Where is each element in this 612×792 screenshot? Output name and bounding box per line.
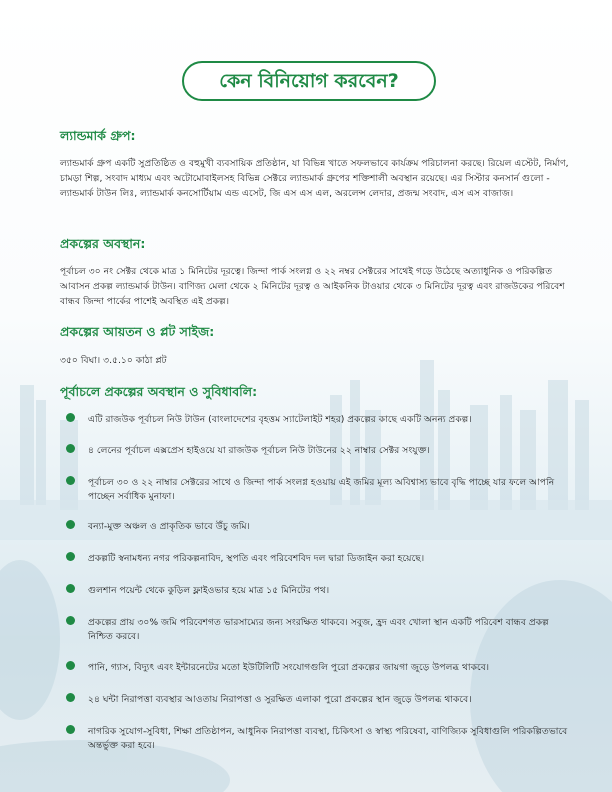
bullet-icon (66, 725, 75, 734)
bullet-icon (66, 476, 75, 485)
list-item (52, 520, 572, 534)
feature-text: ৪ লেনের পূর্বাচল এক্সপ্রেস হাইওয়ে যা রাজউক পূর্বাচল নিউ টাউনের ২২ নাম্বার সেক্টর সংযুক্ত। (88, 445, 430, 456)
feature-list (52, 413, 572, 753)
feature-text: প্রকল্পের প্রায় ৩০% জমি পরিবেশগত ভারসাম্যের জন্য সংরক্ষিত থাকবে। সবুজ, হ্রদ এবং খোলা স্থান একটি পরিবেশ বান্ধব প্রকল্প নিশ্চিত করবে। (88, 617, 549, 642)
list-item (52, 616, 572, 644)
feature-text: বন্যা-মুক্ত অঞ্চল ও প্রাকৃতিক ভাবে উঁচু জমি। (88, 521, 250, 532)
list-item (52, 725, 572, 753)
bullet-icon (66, 444, 75, 453)
bullet-icon (66, 693, 75, 702)
list-item (52, 584, 572, 598)
feature-text: পানি, গ্যাস, বিদ্যুৎ এবং ইন্টারনেটের মতো ইউটিলিটি সংযোগগুলি পুরো প্রকল্পের জায়গা জুড়ে উপলব্ধ থাকবে। (88, 662, 490, 673)
feature-text: নাগরিক সুযোগ-সুবিধা, শিক্ষা প্রতিষ্ঠাপন, আধুনিক নিরাপত্তা ব্যবস্থা, চিকিৎসা ও স্বাস্থ্য পরিষেবা, বাণিজ্যিক সুবিধাগুলি পরিকল্পিতভাবে অন্তর্ভুক্ত করা হবে। (88, 726, 568, 751)
bullet-icon (66, 661, 75, 670)
feature-text: গুলশান পয়েন্ট থেকে কুড়িল ফ্লাইওভার হয়ে মাত্র ১৫ মিনিটের পথ। (88, 585, 330, 596)
bullet-icon (66, 616, 75, 625)
section-body-group: ল্যান্ডমার্ক গ্রুপ একটি সুপ্রতিষ্ঠিত ও বহুমুখী ব্যবসায়িক প্রতিষ্ঠান, যা বিভিন্ন খাতে সফলভাবে কার্যক্রম পরিচালনা করছে। রিয়েল এস্টেট, নির্মাণ, চামড়া শিল্প, সংবাদ মাধ্যম এবং অটোমোবাইলসহ বিভিন্ন সেক্টরে ল্যান্ডমার্ক গ্রুপের শক্তিশালী অবস্থান রয়েছে। এর সিস্টার কনসার্ন গুলো - ল্যান্ডমার্ক টাউন লিঃ, ল্যান্ডমার্ক কনসোর্টিয়াম এন্ড এসেট, জি এস এস এল, অরলেন্স লেদার, প্রজন্ম সংবাদ, এস এস বাজাজ। (60, 158, 569, 199)
list-item (52, 413, 572, 427)
feature-text: প্রকল্পটি স্বনামধন্য নগর পরিকল্পনাবিদ, স্থপতি এবং পরিবেশবিদ দল দ্বারা ডিজাইন করা হয়েছে। (88, 553, 425, 564)
section-body-location: পূর্বাচল ৩০ নং সেক্টর থেকে মাত্র ১ মিনিটের দূরত্বে। জিন্দা পার্ক সংলগ্ন ও ২২ নম্বর সেক্টরের সাথেই গড়ে উঠেছে অত্যাধুনিক ও পরিকল্পিত আবাসন প্রকল্প ল্যান্ডমার্ক টাউন। বাণিজ্য মেলা থেকে ২ মিনিটের দূরত্ব ও আইকনিক টাওয়ার থেকে ৩ মিনিটের দূরত্ব এবং রাজউকের পরিবেশ বান্ধব জিন্দা পার্কের পাশেই অবস্থিত এই প্রকল্প। (60, 266, 565, 307)
title-banner (182, 61, 436, 101)
list-item (52, 476, 572, 504)
list-item (52, 693, 572, 707)
section-heading-location: প্রকল্পের অবস্থান: (60, 236, 146, 251)
list-item (52, 552, 572, 566)
feature-text: ২৪ ঘন্টা নিরাপত্তা ব্যবস্থার আওতায় নিরাপত্তা ও সুরক্ষিত এলাকা পুরো প্রকল্পের স্থান জুড়ে উপলব্ধ থাকবে। (88, 694, 472, 705)
bullet-icon (66, 584, 75, 593)
section-heading-features: পূর্বাচলে প্রকল্পের অবস্থান ও সুবিধাবলি: (60, 384, 258, 399)
bullet-icon (66, 413, 75, 422)
page-title: কেন বিনিয়োগ করবেন? (219, 70, 399, 92)
list-item (52, 661, 572, 675)
section-heading-group: ল্যান্ডমার্ক গ্রুপ: (60, 128, 136, 143)
feature-text: এটি রাজউক পূর্বাচল নিউ টাউন (বাংলাদেশের বৃহত্তম স্যাটেলাইট শহর) প্রকল্পের কাছে একটি অনন্য প্রকল্প। (88, 414, 472, 425)
list-item (52, 444, 572, 458)
feature-text: পূর্বাচল ৩০ ও ২২ নাম্বার সেক্টরের সাথে ও জিন্দা পার্ক সংলগ্ন হওয়ায় এই জমির মূল্য অবিশ্বাস্য ভাবে বৃদ্ধি পাচ্ছে যার ফলে আপনি পাচ্ছেন সর্বাধিক মুনাফা। (88, 477, 555, 502)
bullet-icon (66, 552, 75, 561)
section-heading-size: প্রকল্পের আয়তন ও প্লট সাইজ: (60, 324, 215, 339)
section-body-size: ৩৫০ বিঘা। ৩.৫.১০ কাঠা প্লট (60, 355, 167, 366)
bullet-icon (66, 520, 75, 529)
